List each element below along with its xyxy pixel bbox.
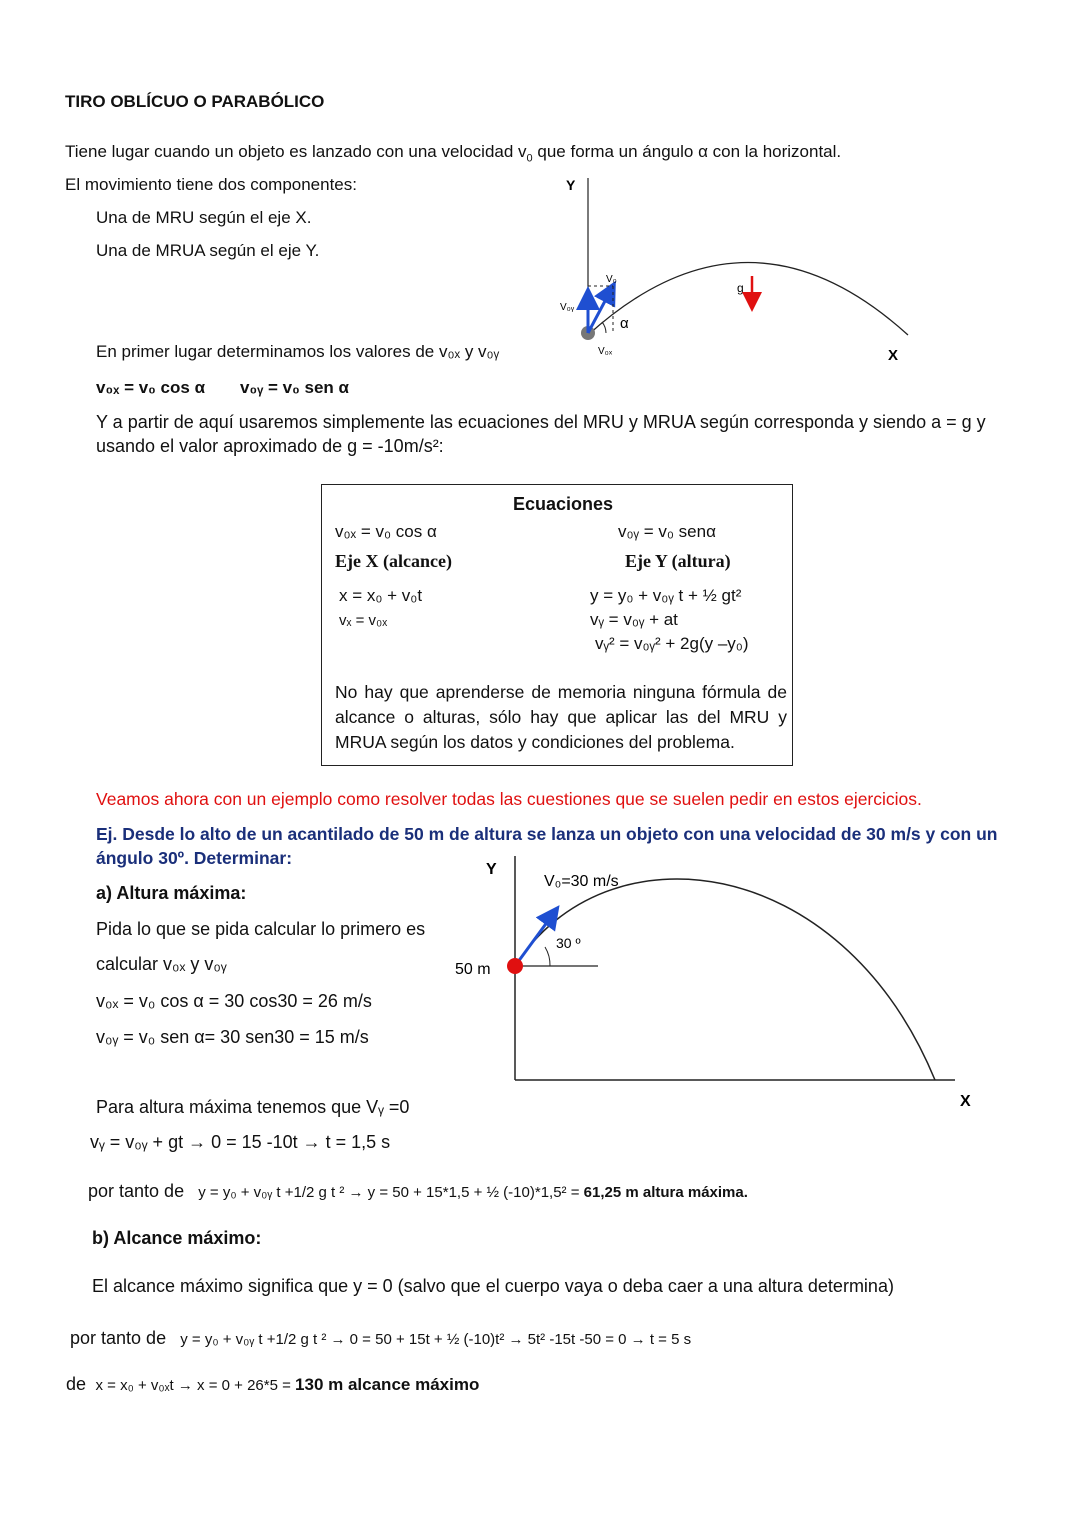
x-equation: x = x₀ + v₀t <box>339 586 423 605</box>
part-a-voy: v₀ᵧ = v₀ sen α= 30 sen30 = 15 m/s <box>96 1027 369 1047</box>
voy-formula: v₀ᵧ = v₀ sen α <box>240 378 349 397</box>
part-a-equation: vᵧ = v₀ᵧ + gt → 0 = 15 -10t → t = 1,5 s <box>90 1132 391 1152</box>
part-b-heading: b) Alcance máximo: <box>92 1228 262 1248</box>
trajectory-arc-2 <box>515 879 935 1080</box>
intro-line-2: El movimiento tiene dos componentes: <box>65 175 357 194</box>
x-axis-label-2: X <box>960 1093 971 1110</box>
part-b-result: de x = x₀ + v₀ₓt → x = 0 + 26*5 = 130 m alcance máximo <box>66 1374 480 1394</box>
trajectory-arc <box>588 263 908 336</box>
alpha-arc <box>602 322 606 333</box>
part-a-text-1: Pida lo que se pida calcular lo primero es <box>96 919 426 939</box>
usage-line-1: Y a partir de aquí usaremos simplemente las ecuaciones del MRU y MRUA según corresponda y siendo a = g y <box>96 412 986 432</box>
v0-arrow-2 <box>515 910 556 966</box>
trajectory-diagram-2 <box>440 850 1000 1120</box>
box-vox: v₀ₓ = v₀ cos α <box>335 522 437 541</box>
y-axis-label-2: Y <box>486 861 497 878</box>
x-axis-label: X <box>888 347 899 364</box>
part-a-maxh: Para altura máxima tenemos que Vᵧ =0 <box>96 1097 410 1117</box>
voy-label: V₀ᵧ <box>560 302 575 313</box>
equations-title: Ecuaciones <box>513 494 614 514</box>
page-title: TIRO OBLÍCUO O PARABÓLICO <box>65 92 325 111</box>
vx-equation: vₓ = v₀ₓ <box>339 612 388 629</box>
part-b-text: El alcance máximo significa que y = 0 (salvo que el cuerpo vaya o deba caer a una altura determina) <box>92 1276 894 1296</box>
v0-arrow <box>588 286 613 333</box>
usage-line-2: usando el valor aproximado de g = -10m/s²: <box>96 436 444 456</box>
y-equation: y = y₀ + v₀ᵧ t + ½ gt² <box>590 586 742 605</box>
y-axis-label: Y <box>566 177 576 193</box>
vy2-equation: vᵧ² = v₀ᵧ² + 2g(y –y₀) <box>595 634 749 653</box>
v0-label: V₀ <box>606 274 617 285</box>
example-statement-1: Ej. Desde lo alto de un acantilado de 50 m de altura se lanza un objeto con una velocidad de 30 m/s y con un <box>96 824 998 844</box>
eje-x-heading: Eje X (alcance) <box>335 551 452 571</box>
g-label: g <box>737 281 744 295</box>
v0-label-2: V₀=30 m/s <box>544 873 619 890</box>
alpha-label: α <box>620 315 629 332</box>
part-a-result: por tanto de y = y₀ + v₀ᵧ t +1/2 g t ² → y = 50 + 15*1,5 + ½ (-10)*1,5² = 61,25 m altura máxima. <box>88 1181 748 1201</box>
angle-label: 30 º <box>556 935 581 951</box>
angle-arc <box>545 947 550 966</box>
component-mru: Una de MRU según el eje X. <box>96 208 312 227</box>
vox-formula: v₀ₓ = v₀ cos α <box>96 378 206 397</box>
box-voy: v₀ᵧ = v₀ senα <box>618 522 716 541</box>
trajectory-diagram-1 <box>540 170 920 370</box>
vox-label: V₀ₓ <box>598 346 613 357</box>
equations-box <box>321 484 793 766</box>
part-a-heading: a) Altura máxima: <box>96 883 247 903</box>
part-b-equation: por tanto de y = y₀ + v₀ᵧ t +1/2 g t ² → 0 = 50 + 15t + ½ (-10)t² → 5t² -15t -50 = 0 → t = 5 s <box>70 1328 692 1348</box>
components-intro: En primer lugar determinamos los valores de v₀ₓ y v₀ᵧ <box>96 342 500 361</box>
height-label: 50 m <box>455 961 491 978</box>
example-statement-2: ángulo 30º. Determinar: <box>96 848 293 868</box>
example-intro: Veamos ahora con un ejemplo como resolver todas las cuestiones que se suelen pedir en estos ejercicios. <box>96 789 922 809</box>
eje-y-heading: Eje Y (altura) <box>625 551 731 571</box>
part-a-text-2: calcular v₀ₓ y v₀ᵧ <box>96 954 227 974</box>
launch-point-2 <box>507 958 523 974</box>
box-note: No hay que aprenderse de memoria ninguna fórmula de alcance o alturas, sólo hay que aplicar las del MRU y MRUA según los datos y condiciones del problema. <box>335 682 787 752</box>
part-a-vox: v₀ₓ = v₀ cos α = 30 cos30 = 26 m/s <box>96 991 372 1011</box>
intro-line-1: Tiene lugar cuando un objeto es lanzado con una velocidad $v_0$ que forma un ángulo α con la horizontal. <box>65 142 842 165</box>
component-mrua: Una de MRUA según el eje Y. <box>96 241 320 260</box>
vy-equation: vᵧ = v₀ᵧ + at <box>590 610 678 629</box>
